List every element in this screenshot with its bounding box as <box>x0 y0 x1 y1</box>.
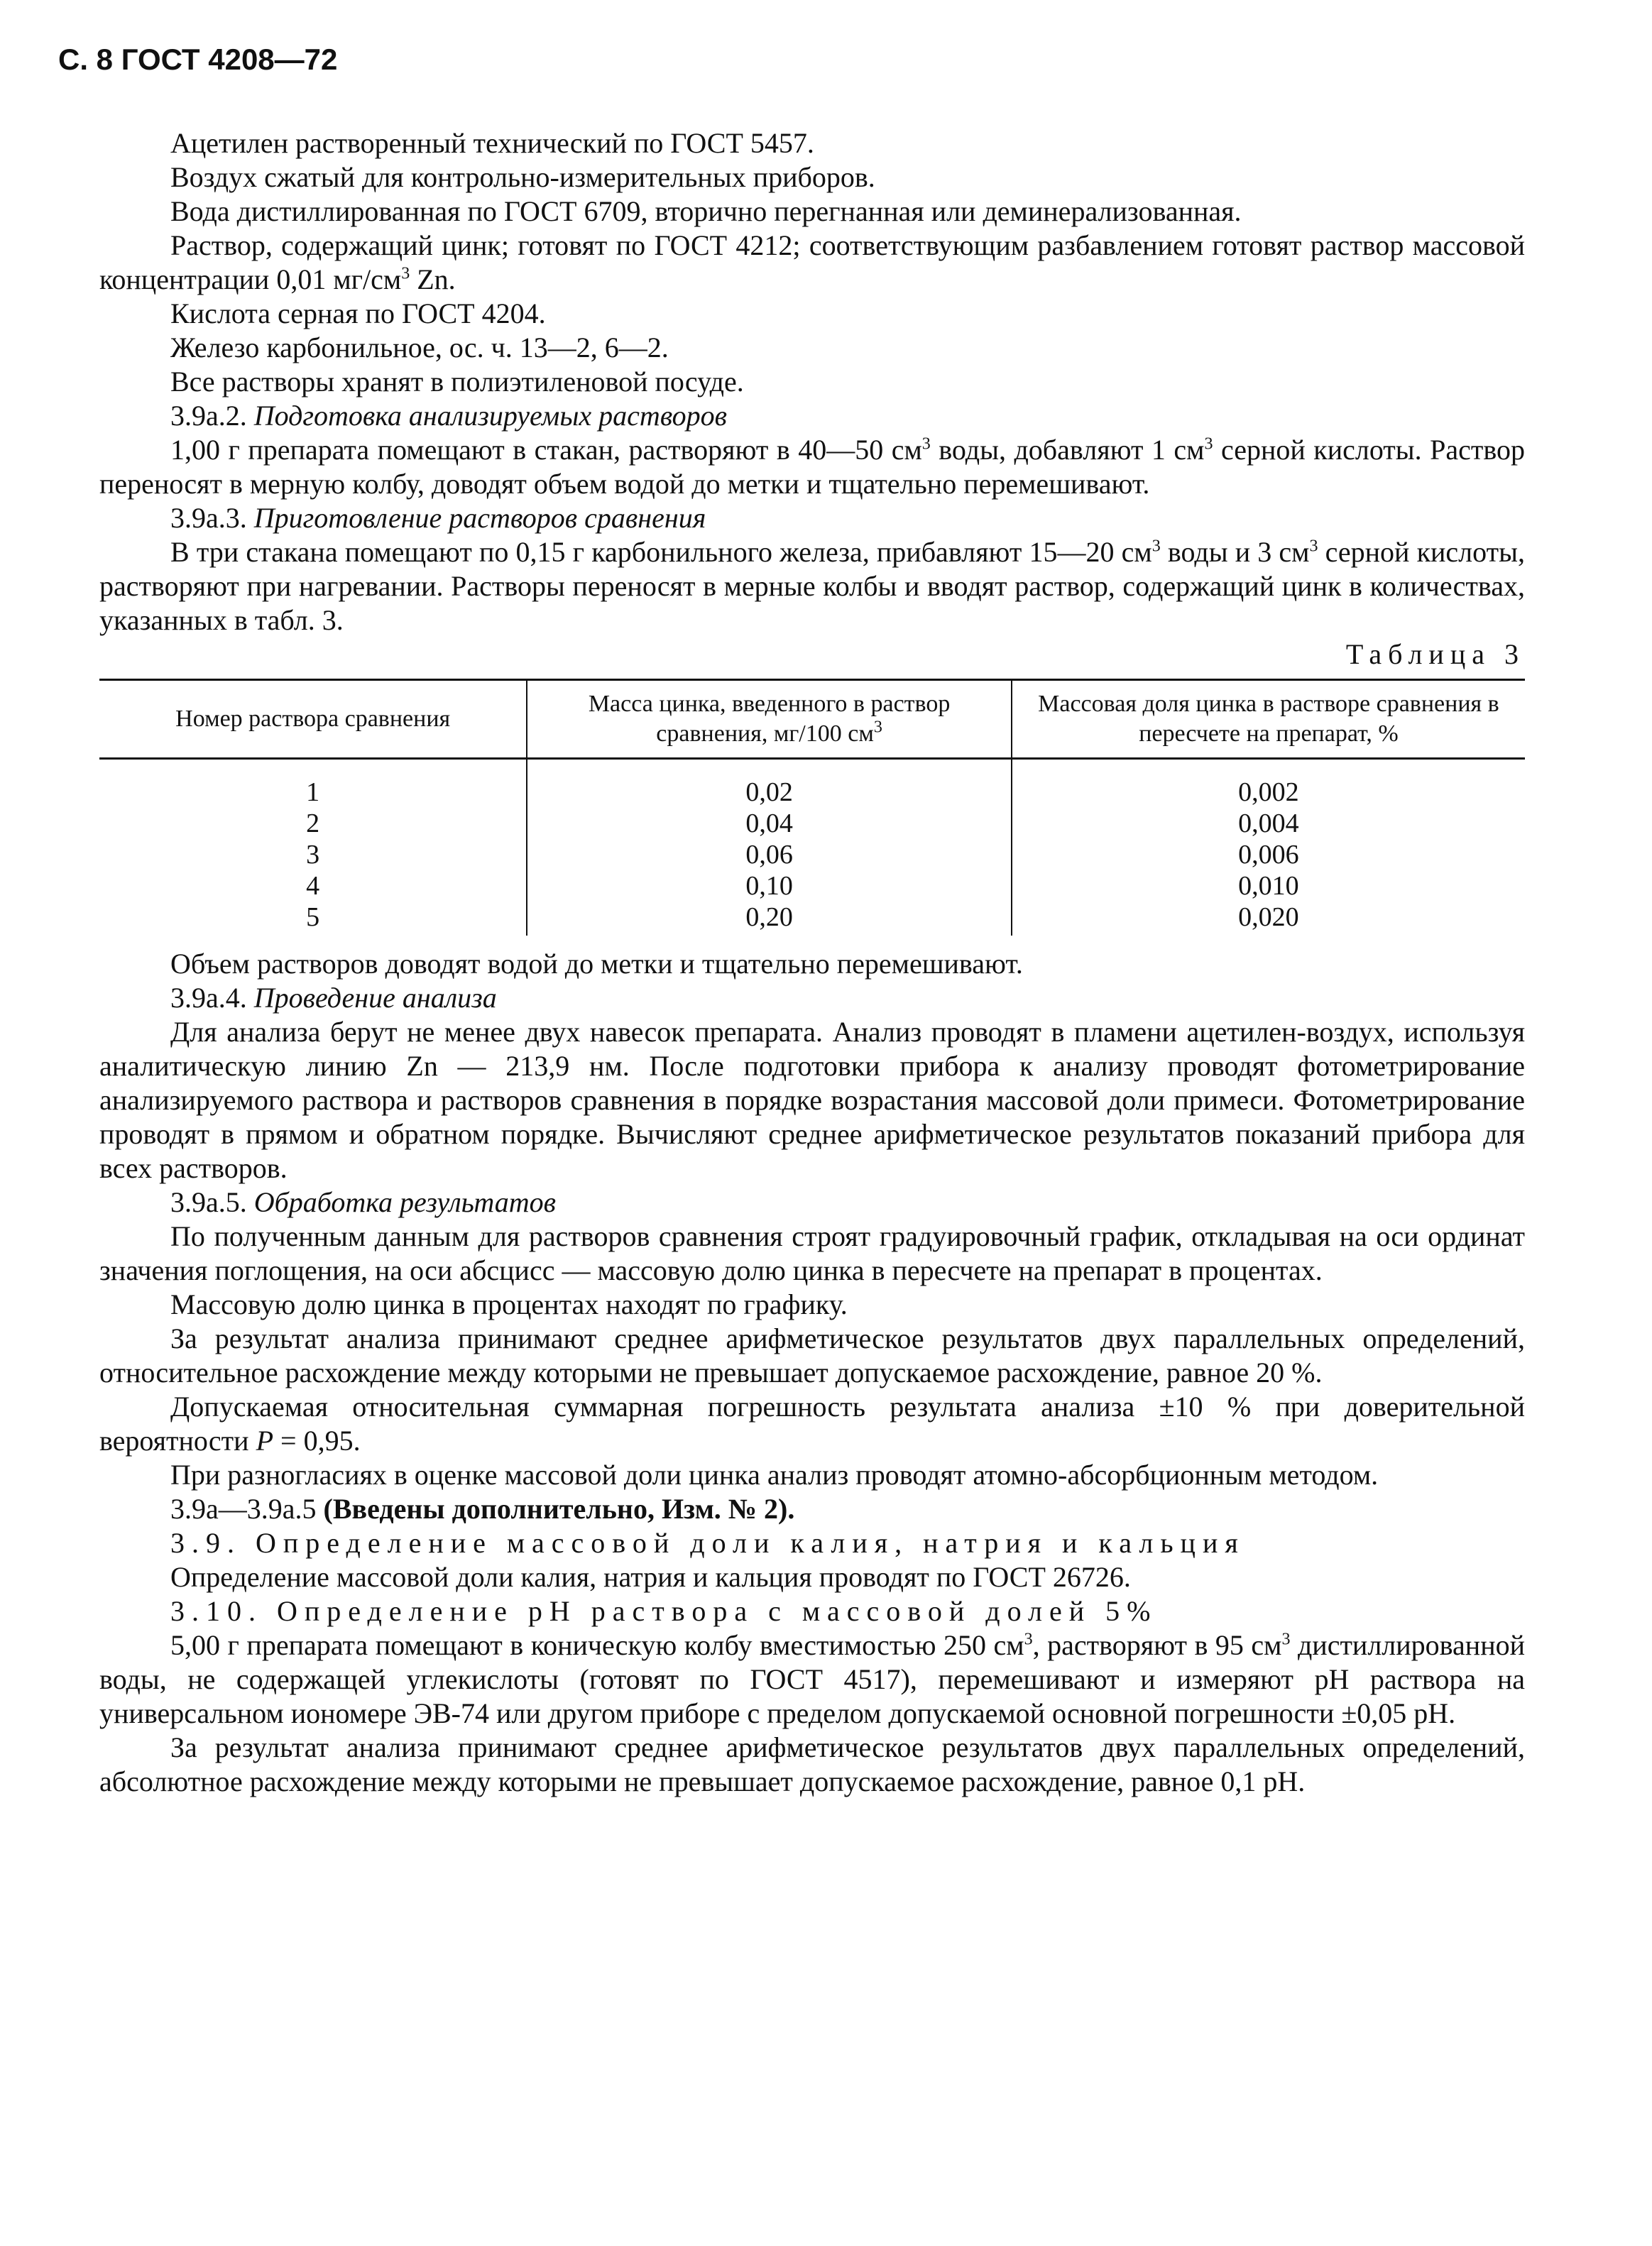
paragraph: Объем растворов доводят водой до метки и тщательно перемешивают. <box>170 948 1023 980</box>
table-cell: 0,20 <box>527 902 1012 936</box>
table-cell: 0,010 <box>1012 870 1525 902</box>
paragraph: Определение массовой доли калия, натрия и кальция проводят по ГОСТ 26726. <box>170 1561 1131 1593</box>
table-row <box>99 808 1525 839</box>
table-row <box>99 839 1525 870</box>
table-cell: 4 <box>306 871 320 901</box>
paragraph: В три стакана помещают по 0,15 г карбонильного железа, прибавляют 15—20 $см^3$ воды и 3 $см^3$ серной кислоты, растворяют при нагревании. Растворы переносят в мерные колбы и вводят раствор, содержащий цинк в количествах, указанных в табл. 3. <box>99 536 1525 636</box>
table-header-row <box>99 680 1525 759</box>
reagent-acetylene: Ацетилен растворенный технический по ГОСТ 5457. <box>170 127 814 159</box>
paragraph: Для анализа берут не менее двух навесок препарата. Анализ проводят в пламени ацетилен-воздух, используя аналитическую линию Zn — 213,9 нм. После подготовки прибора к анализу проводят фотометрирование анализируемого раствора и растворов сравнения в порядке возрастания массовой доли примеси. Фотометрирование проводят в прямом и обратном порядке. Вычисляют среднее арифметическое результатов показаний прибора для всех растворов. <box>99 1016 1525 1184</box>
document-body <box>99 126 1525 1799</box>
table-cell: 0,002 <box>1012 759 1525 809</box>
paragraph: За результат анализа принимают среднее арифметическое результатов двух параллельных определений, относительное расхождение между которыми не превышает допускаемое расхождение, равное 20 %. <box>99 1322 1525 1388</box>
section-heading: 3.9а.5. Обработка результатов <box>170 1186 556 1218</box>
paragraph: Допускаемая относительная суммарная погрешность результата анализа ±10 % при доверительной вероятности P = 0,95. <box>99 1391 1525 1457</box>
column-header: Масса цинка, введенного в раствор сравнения, мг/100 $см^3$ <box>527 680 1012 759</box>
paragraph: При разногласиях в оценке массовой доли цинка анализ проводят атомно-абсорбционным методом. <box>170 1459 1379 1491</box>
table-cell: 0,02 <box>527 759 1012 809</box>
paragraph: 5,00 г препарата помещают в коническую колбу вместимостью 250 $см^3$, растворяют в 95 $см^3$ дистиллированной воды, не содержащей углекислоты (готовят по ГОСТ 4517), перемешивают и измеряют pH раствора на универсальном иономере ЭВ-74 или другом приборе с пределом допускаемой основной погрешности ±0,05 pH. <box>99 1629 1526 1729</box>
table-cell: 3 <box>306 840 320 870</box>
reference-solutions-table <box>99 679 1525 936</box>
reagent-air: Воздух сжатый для контрольно-измерительных приборов. <box>170 161 875 193</box>
paragraph: 1,00 г препарата помещают в стакан, растворяют в 40—50 $см^3$ воды, добавляют 1 $см^3$ серной кислоты. Раствор переносят в мерную колбу, доводят объем водой до метки и тщательно перемешивают. <box>99 434 1525 500</box>
table-cell: 0,04 <box>527 808 1012 839</box>
storage-note: Все растворы хранят в полиэтиленовой посуде. <box>170 366 744 398</box>
paragraph: Массовую долю цинка в процентах находят по графику. <box>170 1288 848 1320</box>
table-cell: 5 <box>306 902 320 932</box>
section-heading: 3.10. Определение pH раствора с массовой долей 5% <box>170 1595 1158 1627</box>
reagent-sulfuric-acid: Кислота серная по ГОСТ 4204. <box>170 297 546 329</box>
column-header: Номер раствора сравнения <box>99 680 527 759</box>
table-cell: 0,020 <box>1012 902 1525 936</box>
table-cell: 0,006 <box>1012 839 1525 870</box>
table-cell: 2 <box>306 809 320 838</box>
section-heading: 3.9а.2. Подготовка анализируемых растворов <box>170 400 728 432</box>
section-heading: 3.9а.4. Проведение анализа <box>170 982 497 1014</box>
paragraph: По полученным данным для растворов сравнения строят градуировочный график, откладывая на оси ординат значения поглощения, на оси абсцисс — массовую долю цинка в пересчете на препарат в процентах. <box>99 1220 1525 1286</box>
section-heading: 3.9а.3. Приготовление растворов сравнения <box>170 502 706 534</box>
table-cell: 1 <box>306 777 320 807</box>
table-row <box>99 902 1525 936</box>
page-header: С. 8 ГОСТ 4208—72 <box>58 43 338 76</box>
table-row <box>99 759 1525 809</box>
table-caption: Таблица 3 <box>1345 638 1525 670</box>
reagent-water: Вода дистиллированная по ГОСТ 6709, вторично перегнанная или деминерализованная. <box>170 195 1242 227</box>
column-header: Массовая доля цинка в растворе сравнения в пересчете на препарат, % <box>1012 680 1525 759</box>
table-cell: 0,06 <box>527 839 1012 870</box>
paragraph: За результат анализа принимают среднее арифметическое результатов двух параллельных определений, абсолютное расхождение между которыми не превышает допускаемое расхождение, равное 0,1 pH. <box>99 1731 1525 1797</box>
section-heading: 3.9. Определение массовой доли калия, натрия и кальция <box>170 1527 1245 1559</box>
table-cell: 0,10 <box>527 870 1012 902</box>
table-cell: 0,004 <box>1012 808 1525 839</box>
table-row <box>99 870 1525 902</box>
reagent-iron: Железо карбонильное, ос. ч. 13—2, 6—2. <box>170 332 669 363</box>
amendment-note: 3.9а—3.9а.5 (Введены дополнительно, Изм. № 2). <box>170 1493 795 1525</box>
reagent-zinc-solution: Раствор, содержащий цинк; готовят по ГОСТ 4212; соответствующим разбавлением готовят раствор массовой концентрации 0,01 $мг/см^3$ Zn. <box>99 229 1525 295</box>
